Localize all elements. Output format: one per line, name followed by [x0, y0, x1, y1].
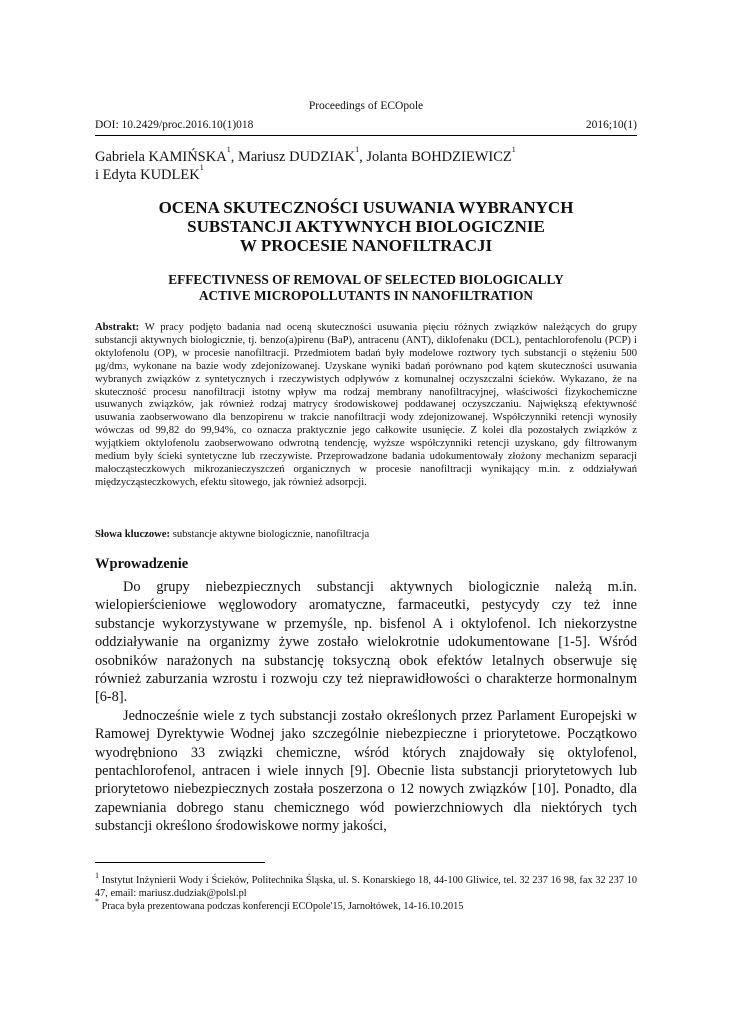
keywords-text: substancje aktywne biologicznie, nanofiltracja	[170, 529, 370, 540]
running-title: Proceedings of ECOpole	[308, 100, 424, 112]
abstract	[95, 322, 637, 490]
title-pl-line: SUBSTANCJI AKTYWNYCH BIOLOGICZNIE	[187, 217, 545, 236]
author-1-affil: 1	[226, 145, 231, 154]
footnote-2-mark: *	[95, 897, 99, 906]
title-pl-line: W PROCESIE NANOFILTRACJI	[239, 236, 493, 255]
author-separator: ,	[359, 149, 367, 165]
abstract-text-b: , wykonane na bazie wody zdejonizowanej. Uzyskane wyniki badań porównano pod kątem skuteczności usuwania wybranych związków z syntetycznych i rzeczywistych odpływów z komunalnej oczyszczalni ścieków. Wykazano, że na skuteczność procesu nanofiltracji istotny wpływ ma rodzaj membrany nanofiltracyjnej, właściwości fizykochemiczne usuwanych związków, jak również rodzaj matrycy środowiskowej poddawanej oczyszczaniu. Największą efektywność usuwania zaobserwowano dla benzopirenu w trakcie nanofiltracji wody zdejonizowanej. Współczynniki retencji wynosiły wówczas od 99,82 do 99,94%, co oznacza praktycznie jego całkowite usunięcie. Z kolei dla pozostałych związków z wyjątkiem oktylofenolu zaobserwowano odwrotną tendencję, wyższe współczynniki retencji uzyskano, gdy filtrowanym medium były ścieki syntetyczne lub rzeczywiste. Przeprowadzone badania udokumentowały złożony mechanizm separacji małocząsteczkowych mikrozanieczyszczeń organicznych w procesie nanofiltracji wynikający m.in. z oddziaływań międzycząsteczkowych, efektu sitowego, jak również adsorpcji.	[95, 360, 637, 488]
doi-line	[95, 119, 637, 131]
paragraph-2: Jednocześnie wiele z tych substancji zostało określonych przez Parlament Europejski w Ramowej Dyrektywie Wodnej jako szczególnie niebezpieczne i priorytetowe. Początkowo wyodrębniono 33 związki chemiczne, wśród których znajdowały się oktylofenol, pentachlorofenol, antracen i wiele innych [9]. Obecnie lista substancji priorytetowych lub priorytetowo niebezpiecznych została poszerzona o 12 nowych związków [10]. Ponadto, dla zapewniania dobrego stanu chemicznego wód powierzchniowych dla niektórych tych substancji określono środowiskowe normy jakości,	[95, 707, 637, 835]
footnotes	[95, 871, 637, 913]
footnote-rule	[95, 862, 265, 863]
keywords-label: Słowa kluczowe:	[95, 529, 171, 540]
author-4: Edyta KUDLEK	[102, 167, 200, 183]
title-pl-line: OCENA SKUTECZNOŚCI USUWANIA WYBRANYCH	[158, 198, 574, 217]
header-rule	[95, 135, 637, 136]
keywords	[95, 528, 637, 541]
abstract-label: Abstrakt:	[95, 322, 140, 333]
body-text	[95, 578, 637, 836]
paragraph-1: Do grupy niebezpiecznych substancji aktywnych biologicznie należą m.in. wielopierścieniowe węglowodory aromatyczne, farmaceutki, pestycydy czy też inne substancje wykorzystywane w przemyśle, np. bisfenol A i oktylofenol. Ich niekorzystne oddziaływanie na organizmy żywe zostało wielokrotnie udokumentowane [1-5]. Wśród osobników narażonych na substancję toksyczną obok efektów letalnych obserwuje się również zaburzania wzrostu i rozwoju czy też nieprawidłowości o charakterze hormonalnym [6-8].	[95, 579, 637, 706]
author-separator: ,	[230, 149, 238, 165]
volume: 2016;10(1)	[585, 119, 637, 131]
author-3: Jolanta BOHDZIEWICZ	[366, 149, 512, 165]
author-3-affil: 1	[511, 145, 516, 154]
author-1: Gabriela KAMIŃSKA	[95, 149, 227, 165]
footnote-2-text: Praca była prezentowana podczas konferencji ECOpole'15, Jarnołtówek, 14-16.10.2015	[99, 901, 464, 912]
footnote-2	[95, 897, 637, 913]
author-separator: i	[95, 167, 103, 183]
title-english	[95, 272, 637, 304]
abstract-sup: 3	[122, 362, 126, 371]
doi: DOI: 10.2429/proc.2016.10(1)018	[95, 119, 254, 131]
footnote-1-mark: 1	[95, 871, 99, 880]
author-4-affil: 1	[199, 163, 204, 172]
abstract-text-a: W pracy podjęto badania nad oceną skuteczności usuwania pięciu różnych związków należących do grupy substancji aktywnych biologicznie, tj. benzo(a)pirenu (BaP), antracenu (ANT), diklofenaku (DCL), pentachlorofenolu (PCP) i oktylofenolu (OP), w procesie nanofiltracji. Przedmiotem badań były modelowe roztwory tych substancji o stężeniu 500 μg/dm	[95, 322, 637, 372]
footnote-1-text: Instytut Inżynierii Wody i Ścieków, Politechnika Śląska, ul. S. Konarskiego 18, 44-100 Gliwice, tel. 32 237 16 98, fax 32 237 10 47, email: mariusz.dudziak@polsl.pl	[95, 875, 637, 899]
author-2-affil: 1	[355, 145, 360, 154]
title-en-line: ACTIVE MICROPOLLUTANTS IN NANOFILTRATION	[198, 288, 534, 303]
section-title: Wprowadzenie	[95, 556, 189, 572]
title-en-line: EFFECTIVNESS OF REMOVAL OF SELECTED BIOLOGICALLY	[168, 272, 564, 287]
title-polish	[95, 198, 637, 255]
author-2: Mariusz DUDZIAK	[237, 149, 356, 165]
footnote-1	[95, 871, 637, 900]
authors	[95, 145, 637, 184]
